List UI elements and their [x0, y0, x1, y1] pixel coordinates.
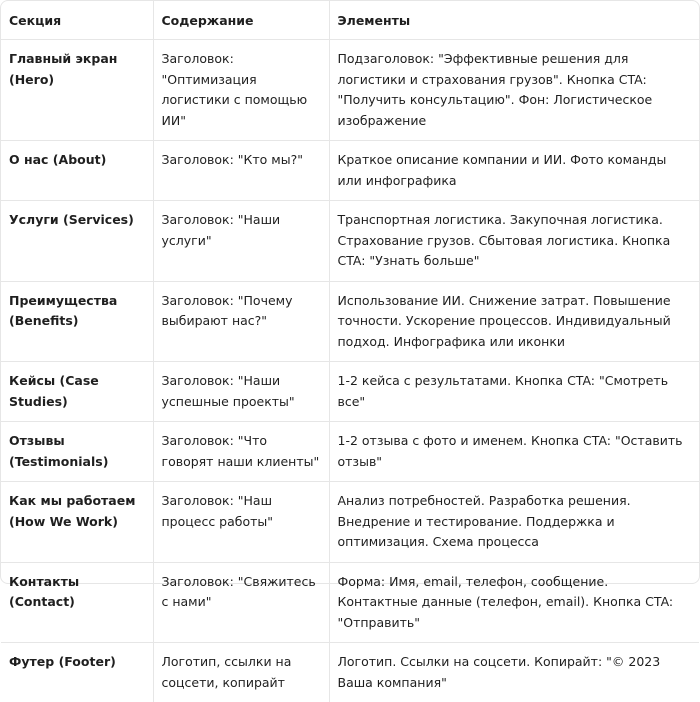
- content-cell: Заголовок: "Что говорят наши клиенты": [153, 422, 329, 482]
- content-cell: Заголовок: "Оптимизация логистики с помощью ИИ": [153, 40, 329, 141]
- table-row: [1, 40, 699, 141]
- section-cell: О нас (About): [1, 141, 153, 201]
- section-cell: Услуги (Services): [1, 201, 153, 282]
- header-row: [1, 1, 699, 40]
- elements-cell: 1-2 кейса с результатами. Кнопка CTA: "Смотреть все": [329, 362, 699, 422]
- header-section: Секция: [1, 1, 153, 40]
- content-cell: Заголовок: "Наши успешные проекты": [153, 362, 329, 422]
- table-row: [1, 281, 699, 362]
- header-content: Содержание: [153, 1, 329, 40]
- elements-cell: Форма: Имя, email, телефон, сообщение. Контактные данные (телефон, email). Кнопка CTA: "Отправить": [329, 562, 699, 643]
- section-cell: Преимущества (Benefits): [1, 281, 153, 362]
- section-cell: Главный экран (Hero): [1, 40, 153, 141]
- table-row: [1, 562, 699, 643]
- header-elements: Элементы: [329, 1, 699, 40]
- table-row: [1, 362, 699, 422]
- table-row: [1, 482, 699, 563]
- section-cell: Кейсы (Case Studies): [1, 362, 153, 422]
- table-row: [1, 201, 699, 282]
- table-body: [1, 40, 699, 702]
- content-cell: Заголовок: "Свяжитесь с нами": [153, 562, 329, 643]
- table-row: [1, 141, 699, 201]
- content-cell: Логотип, ссылки на соцсети, копирайт: [153, 643, 329, 702]
- elements-cell: 1-2 отзыва с фото и именем. Кнопка CTA: "Оставить отзыв": [329, 422, 699, 482]
- elements-cell: Логотип. Ссылки на соцсети. Копирайт: "© 2023 Ваша компания": [329, 643, 699, 702]
- elements-cell: Краткое описание компании и ИИ. Фото команды или инфографика: [329, 141, 699, 201]
- content-cell: Заголовок: "Наш процесс работы": [153, 482, 329, 563]
- table-row: [1, 643, 699, 702]
- elements-cell: Транспортная логистика. Закупочная логистика. Страхование грузов. Сбытовая логистика. Кнопка CTA: "Узнать больше": [329, 201, 699, 282]
- elements-cell: Анализ потребностей. Разработка решения. Внедрение и тестирование. Поддержка и оптимизация. Схема процесса: [329, 482, 699, 563]
- site-structure-table: [1, 1, 699, 702]
- content-cell: Заголовок: "Почему выбирают нас?": [153, 281, 329, 362]
- content-cell: Заголовок: "Наши услуги": [153, 201, 329, 282]
- section-cell: Отзывы (Testimonials): [1, 422, 153, 482]
- section-cell: Контакты (Contact): [1, 562, 153, 643]
- table-row: [1, 422, 699, 482]
- section-cell: Как мы работаем (How We Work): [1, 482, 153, 563]
- section-cell: Футер (Footer): [1, 643, 153, 702]
- elements-cell: Подзаголовок: "Эффективные решения для логистики и страхования грузов". Кнопка CTA: "Получить консультацию". Фон: Логистическое изображение: [329, 40, 699, 141]
- content-cell: Заголовок: "Кто мы?": [153, 141, 329, 201]
- elements-cell: Использование ИИ. Снижение затрат. Повышение точности. Ускорение процессов. Индивидуальный подход. Инфографика или иконки: [329, 281, 699, 362]
- table-header: [1, 1, 699, 40]
